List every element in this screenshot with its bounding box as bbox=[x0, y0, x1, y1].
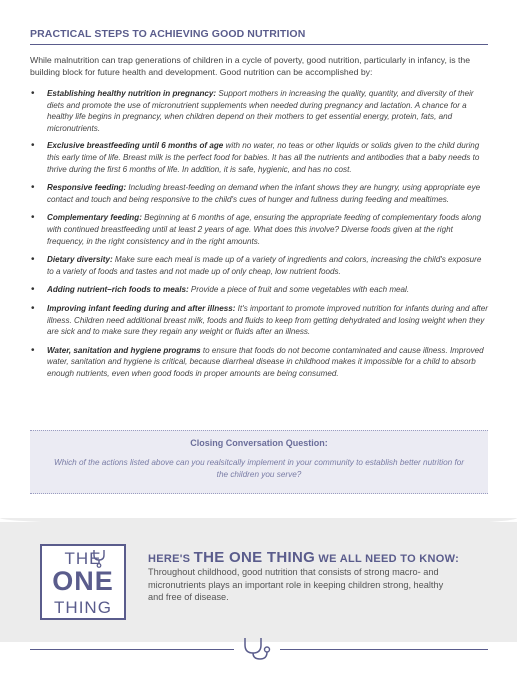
bullet-lead: Water, sanitation and hygiene programs bbox=[47, 345, 201, 355]
closing-question-box bbox=[30, 430, 488, 494]
heading-highlight: THE ONE THING bbox=[193, 549, 316, 566]
list-item bbox=[30, 254, 490, 277]
footer-divider-right bbox=[280, 649, 488, 650]
list-item bbox=[30, 212, 490, 247]
list-item bbox=[30, 345, 490, 380]
bullet-icon: • bbox=[31, 254, 35, 266]
bullet-text: It's important to promote improved nutrition for infants during and after illness. Children need additional breast milk, foods and fluids to keep from getting dehydrated and losing weight when they are sick and to make sure they regain any weight or fluids after an illness. bbox=[47, 303, 488, 337]
one-thing-body: Throughout childhood, good nutrition that consists of strong macro- and micronutrients plays an important role in keeping children strong, healthy and free of disease. bbox=[148, 567, 444, 602]
one-thing-heading bbox=[148, 549, 459, 566]
bullet-text: Beginning at 6 months of age, ensuring the appropriate feeding of complementary foods along with continued breastfeeding until at least 2 years of age. What does this involve? Diverse foods given at the right frequency, in the right consistency and in the right amounts. bbox=[47, 213, 482, 246]
bullet-text: Including breast-feeding on demand when the infant shows they are hungry, using appropriate eye contact and touch and being responsive to the child's cues of hunger and fullness during feeding and mealtimes. bbox=[47, 183, 481, 204]
the-one-thing-logo bbox=[40, 544, 126, 620]
list-item bbox=[30, 88, 490, 134]
logo-line-2: ONE bbox=[52, 566, 114, 596]
bullet-text: with no water, no teas or other liquids or solids given to the child during this early time of life. Breast milk is the perfect food for babies. It has all the nutrients and antibodies that a baby needs to thrive during the first 6 months of life. In addition, it is safe, hygienic, and has no cost. bbox=[47, 141, 480, 174]
list-item bbox=[30, 303, 490, 338]
bullet-lead: Responsive feeding: bbox=[47, 183, 127, 193]
bullet-text: to ensure that foods do not become contaminated and cause illness. Improved water, sanitation and hygiene is critical, because diarrheal disease in childhood makes it impossible for a child to absorb enough nutrients, even when good foods in proper amounts are being consumed. bbox=[47, 345, 484, 378]
bullet-icon: • bbox=[31, 302, 35, 314]
logo-line-1: THE bbox=[64, 549, 102, 568]
stethoscope-icon bbox=[239, 636, 275, 662]
intro-paragraph: While malnutrition can trap generations of children in a cycle of poverty, good nutrition, particularly in infancy, is the building block for future health and development. Good nutrition can be accomplished by: bbox=[30, 55, 471, 77]
bullet-icon: • bbox=[31, 284, 35, 296]
bullet-icon: • bbox=[31, 182, 35, 194]
closing-question-title: Closing Conversation Question: bbox=[190, 438, 328, 448]
closing-question-text: Which of the actions listed above can you realsitcally implement in your community to establish better nutrition for the children you serve? bbox=[53, 458, 465, 479]
bullet-lead: Adding nutrient–rich foods to meals: bbox=[47, 285, 189, 295]
bullet-text: Make sure each meal is made up of a variety of ingredients and colors, increasing the child's exposure to a variety of foods and tastes and not made up of only cheap, low nutrient foods. bbox=[47, 255, 482, 276]
nutrition-steps-list bbox=[30, 88, 490, 379]
heading-suffix: WE ALL NEED TO KNOW: bbox=[315, 553, 460, 565]
bullet-lead: Establishing healthy nutrition in pregnancy: bbox=[47, 89, 217, 98]
bullet-icon: • bbox=[31, 88, 35, 99]
heading-prefix: HERE'S bbox=[148, 553, 194, 565]
bullet-lead: Complementary feeding: bbox=[47, 213, 142, 223]
bullet-icon: • bbox=[31, 344, 35, 356]
stethoscope-icon bbox=[90, 548, 108, 568]
bullet-lead: Dietary diversity: bbox=[47, 255, 113, 265]
bullet-text: Provide a piece of fruit and some vegetables with each meal. bbox=[188, 285, 410, 295]
footer-divider-left bbox=[30, 649, 234, 650]
bullet-lead: Exclusive breastfeeding until 6 months of age bbox=[47, 141, 224, 151]
list-item bbox=[30, 284, 490, 296]
section-title: PRACTICAL STEPS TO ACHIEVING GOOD NUTRITION bbox=[30, 28, 488, 45]
bullet-icon: • bbox=[31, 212, 35, 224]
bullet-icon: • bbox=[31, 140, 35, 152]
logo-line-3: THING bbox=[54, 598, 112, 617]
list-item bbox=[30, 182, 490, 205]
list-item bbox=[30, 140, 490, 175]
bullet-lead: Improving infant feeding during and after illness: bbox=[47, 303, 236, 313]
bullet-text: Support mothers in increasing the quality, quantity, and diversity of their diets and promote the use of micronutrient supplements when needed during pregnancy and lactation. A chance for a healthy life begins in pregnancy, when children depend on their mothers to get essential energy, protein, fats, and micronutrients. bbox=[47, 89, 474, 133]
